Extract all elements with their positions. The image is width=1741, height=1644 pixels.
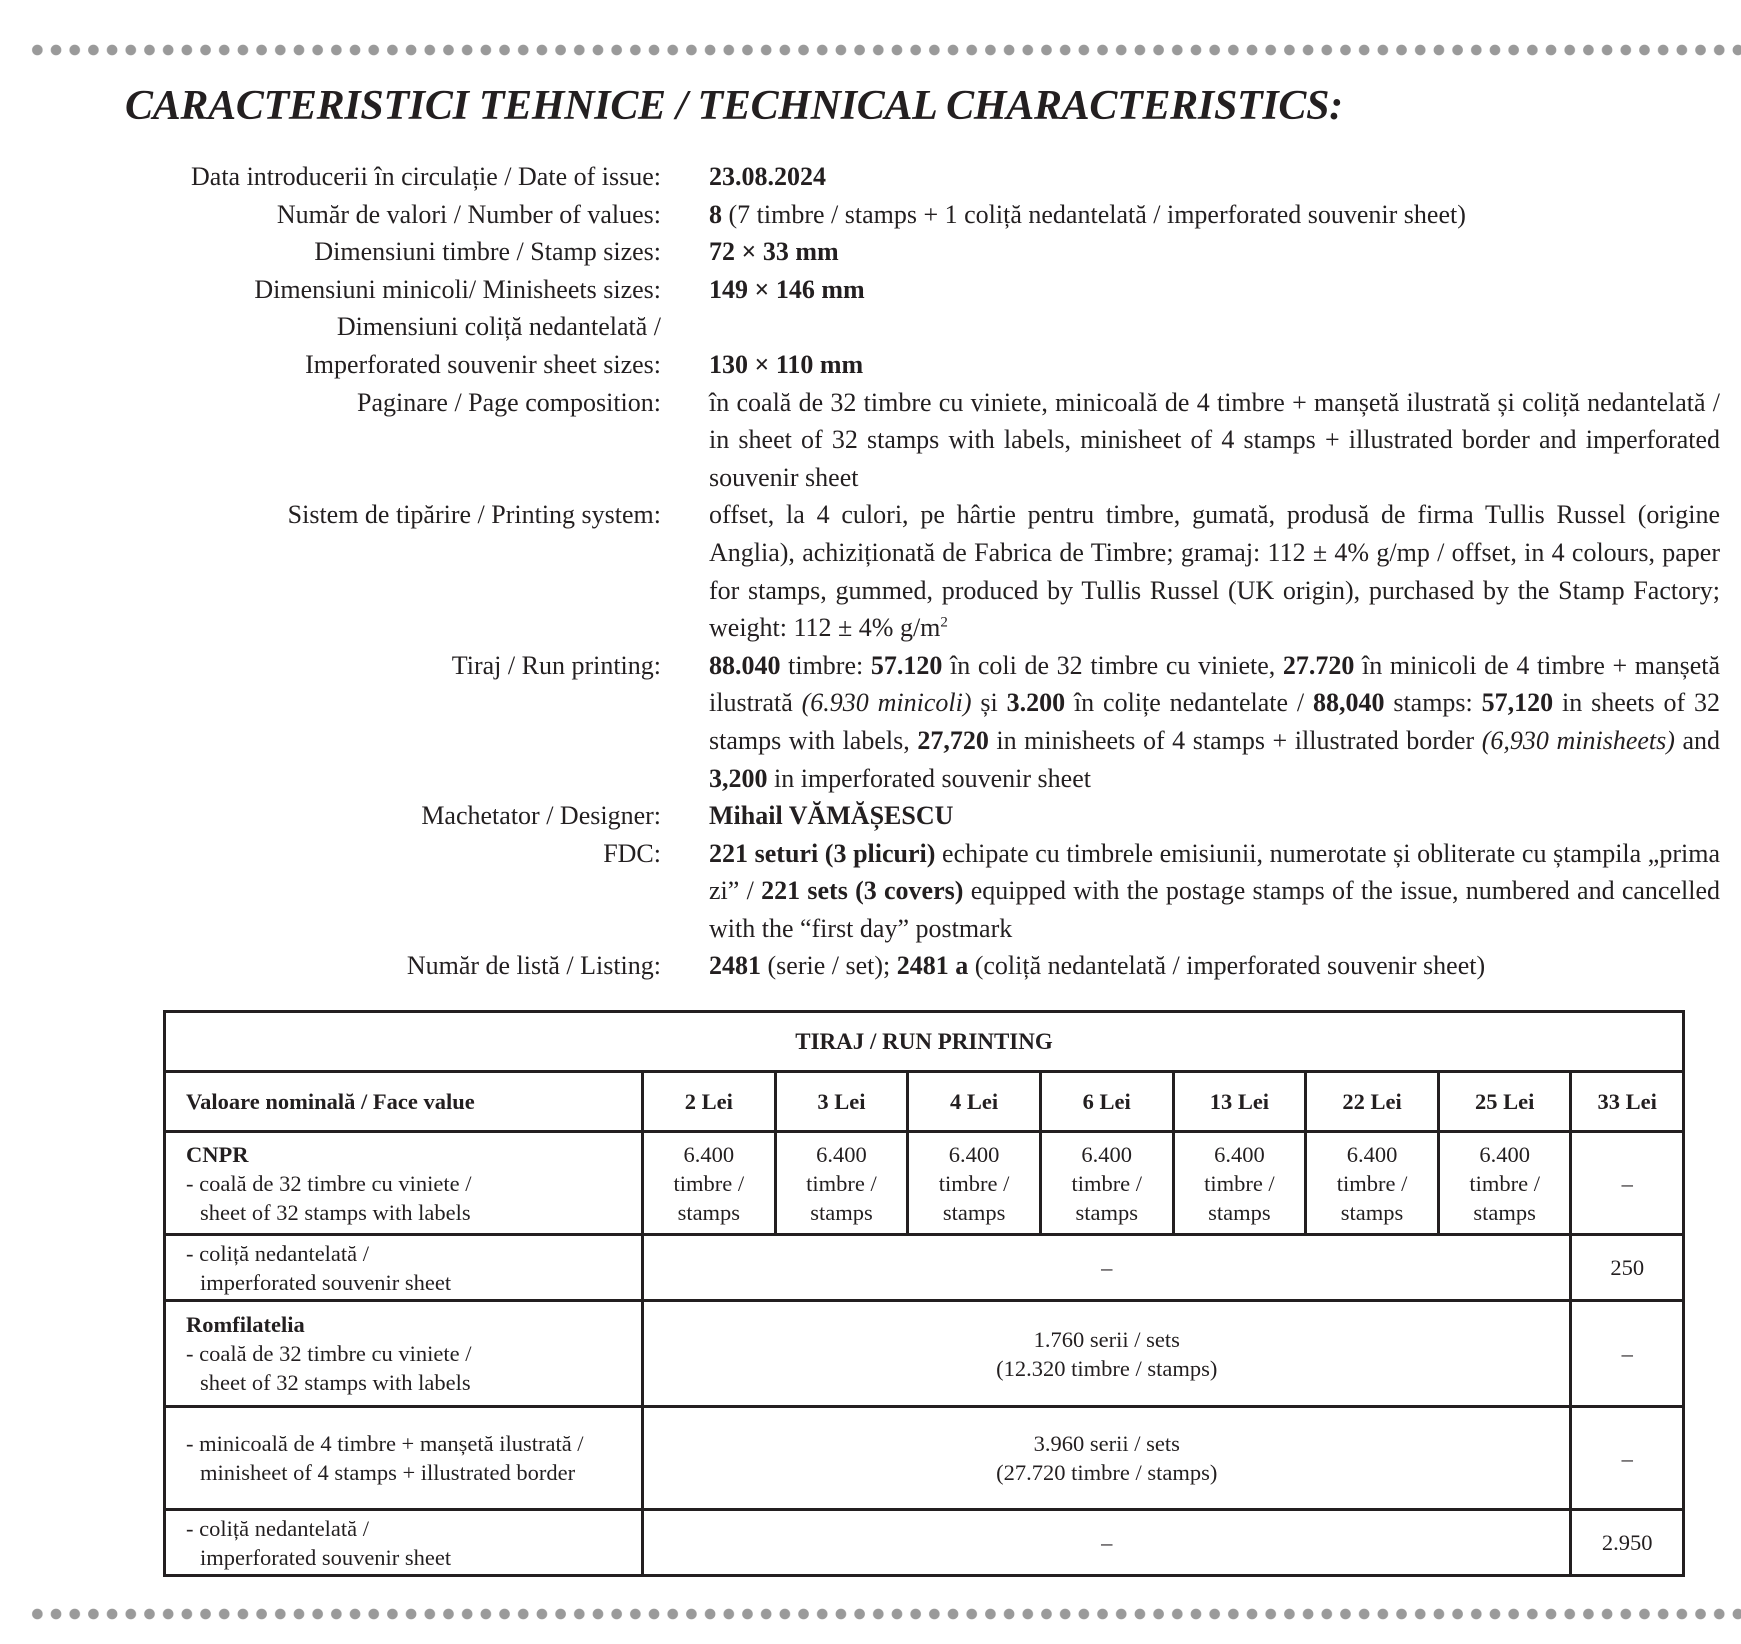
spec-minisheet-sizes bbox=[0, 271, 1741, 309]
spec-designer bbox=[0, 797, 1741, 835]
table-cell-span: – bbox=[643, 1510, 1571, 1576]
spec-value: 88.040 timbre: 57.120 în coli de 32 timbre cu viniete, 27.720 în minicoli de 4 timbre + manșetă ilustrată (6.930 minicoli) și 3.200 în colițe nedantelate / 88,040 stamps: 57,120 in sheets of 32 stamps with labels, 27,720 in minisheets of 4 stamps + illustrated border (6,930 minisheets) and 3,200 in imperforated souvenir sheet bbox=[709, 650, 1721, 793]
table-cell: 250 bbox=[1571, 1235, 1684, 1301]
header-value: 3 Lei bbox=[775, 1072, 908, 1132]
spec-label: Dimensiuni coliță nedantelată / Imperforated souvenir sheet sizes: bbox=[305, 312, 661, 379]
table-row-cnpr-sheet bbox=[165, 1132, 1684, 1235]
table-cell: – bbox=[1571, 1301, 1684, 1407]
spec-value: 8 (7 timbre / stamps + 1 coliță nedantelată / imperforated souvenir sheet) bbox=[709, 199, 1466, 229]
spec-date-of-issue bbox=[0, 158, 1741, 196]
dotted-border-top bbox=[28, 44, 1741, 56]
spec-souvenir-sheet-sizes bbox=[0, 308, 1741, 383]
table-cell: 6.400 timbre / stamps bbox=[1173, 1132, 1306, 1235]
spec-value: 221 seturi (3 plicuri) echipate cu timbrele emisiunii, numerotate și obliterate cu ștampila „prima zi” / 221 sets (3 covers) equipped with the postage stamps of the issue, numbered and cancelled with the “first day” postmark bbox=[709, 838, 1720, 943]
row-label: - minicoală de 4 timbre + manșetă ilustrată / minisheet of 4 stamps + illustrated border bbox=[165, 1407, 643, 1510]
technical-specs bbox=[0, 158, 1741, 985]
spec-value: Mihail VĂMĂȘESCU bbox=[709, 801, 954, 831]
spec-label: Tiraj / Run printing: bbox=[451, 650, 661, 680]
row-label: - coliță nedantelată / imperforated souvenir sheet bbox=[165, 1235, 643, 1301]
table-cell-span: 3.960 serii / sets (27.720 timbre / stamps) bbox=[643, 1407, 1571, 1510]
table-row-romfilatelia-sheet bbox=[165, 1301, 1684, 1407]
spec-value: 2481 (serie / set); 2481 a (coliță nedantelată / imperforated souvenir sheet) bbox=[709, 951, 1486, 981]
dotted-border-bottom bbox=[28, 1608, 1741, 1620]
spec-label: FDC: bbox=[603, 838, 661, 868]
table-cell: 6.400 timbre / stamps bbox=[908, 1132, 1041, 1235]
spec-label: Data introducerii în circulație / Date of issue: bbox=[191, 162, 661, 191]
table-cell: 2.950 bbox=[1571, 1510, 1684, 1576]
table-cell: 6.400 timbre / stamps bbox=[1040, 1132, 1173, 1235]
spec-label: Dimensiuni timbre / Stamp sizes: bbox=[314, 237, 661, 267]
table-cell: – bbox=[1571, 1132, 1684, 1235]
spec-label: Număr de valori / Number of values: bbox=[276, 199, 661, 229]
table-row-romfilatelia-minisheet bbox=[165, 1407, 1684, 1510]
spec-value: 23.08.2024 bbox=[709, 162, 826, 191]
spec-run-printing bbox=[0, 647, 1741, 797]
header-value: 6 Lei bbox=[1040, 1072, 1173, 1132]
spec-value: 149 × 146 mm bbox=[709, 274, 865, 304]
spec-stamp-sizes bbox=[0, 233, 1741, 271]
section-heading: CARACTERISTICI TEHNICE / TECHNICAL CHARACTERISTICS: bbox=[125, 83, 1343, 129]
spec-page-composition bbox=[0, 384, 1741, 497]
spec-value: offset, la 4 culori, pe hârtie pentru timbre, gumată, produsă de firma Tullis Russel (origine Anglia), achiziționată de Fabrica de Timbre; gramaj: 112 ± 4% g/mp / offset, in 4 colours, paper for stamps, gummed, produced by Tullis Russel (UK origin), purchased by the Stamp Factory; weight: 112 ± 4% $g/m^2$ bbox=[709, 500, 1720, 643]
row-label: - coliță nedantelată / imperforated souvenir sheet bbox=[165, 1510, 643, 1576]
spec-fdc bbox=[0, 835, 1741, 948]
header-value: 4 Lei bbox=[908, 1072, 1041, 1132]
spec-label: Machetator / Designer: bbox=[421, 801, 661, 831]
spec-label: Număr de listă / Listing: bbox=[406, 951, 661, 981]
header-face-value: Valoare nominală / Face value bbox=[165, 1072, 643, 1132]
spec-label: Sistem de tipărire / Printing system: bbox=[287, 500, 661, 530]
table-title: TIRAJ / RUN PRINTING bbox=[165, 1012, 1684, 1072]
table-cell: 6.400 timbre / stamps bbox=[775, 1132, 908, 1235]
spec-printing-system bbox=[0, 496, 1741, 646]
header-value: 22 Lei bbox=[1306, 1072, 1439, 1132]
table-cell: 6.400 timbre / stamps bbox=[643, 1132, 776, 1235]
header-value: 25 Lei bbox=[1438, 1072, 1571, 1132]
table-cell-span: – bbox=[643, 1235, 1571, 1301]
table-cell: 6.400 timbre / stamps bbox=[1438, 1132, 1571, 1235]
row-label: Romfilatelia - coală de 32 timbre cu viniete / sheet of 32 stamps with labels bbox=[165, 1301, 643, 1407]
header-value: 2 Lei bbox=[643, 1072, 776, 1132]
row-label: CNPR - coală de 32 timbre cu viniete / sheet of 32 stamps with labels bbox=[165, 1132, 643, 1235]
spec-value: în coală de 32 timbre cu viniete, minicoală de 4 timbre + manșetă ilustrată și coliță nedantelată / in sheet of 32 stamps with labels, minisheet of 4 stamps + illustrated border and imperforated souvenir sheet bbox=[709, 387, 1720, 492]
header-value: 33 Lei bbox=[1571, 1072, 1684, 1132]
table-cell-span: 1.760 serii / sets (12.320 timbre / stamps) bbox=[643, 1301, 1571, 1407]
spec-label: Dimensiuni minicoli/ Minisheets sizes: bbox=[254, 274, 661, 304]
spec-value: 130 × 110 mm bbox=[709, 349, 864, 379]
run-printing-table bbox=[163, 1010, 1685, 1577]
table-cell: – bbox=[1571, 1407, 1684, 1510]
table-row-cnpr-souvenir bbox=[165, 1235, 1684, 1301]
spec-value: 72 × 33 mm bbox=[709, 237, 839, 267]
table-header-row bbox=[165, 1072, 1684, 1132]
header-value: 13 Lei bbox=[1173, 1072, 1306, 1132]
spec-listing bbox=[0, 947, 1741, 985]
table-cell: 6.400 timbre / stamps bbox=[1306, 1132, 1439, 1235]
spec-number-of-values bbox=[0, 196, 1741, 234]
table-row-romfilatelia-souvenir bbox=[165, 1510, 1684, 1576]
spec-label: Paginare / Page composition: bbox=[356, 387, 661, 417]
